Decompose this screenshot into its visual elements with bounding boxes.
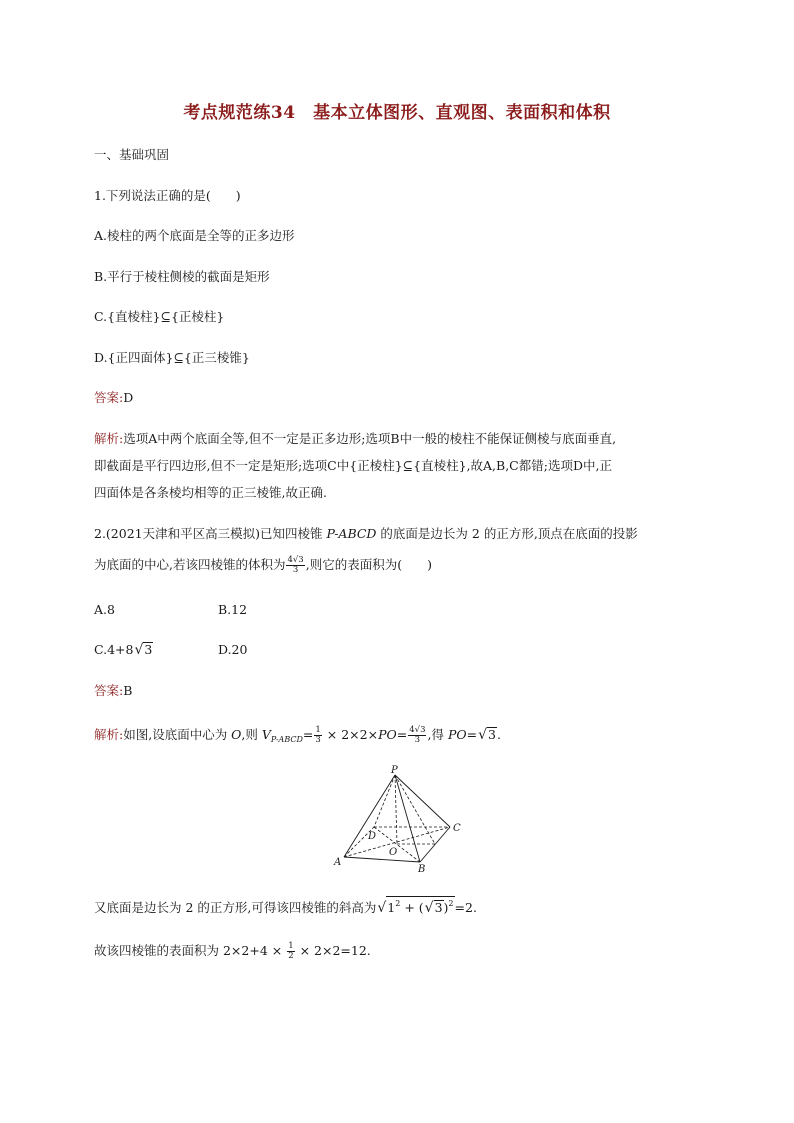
edge-pd-hidden <box>374 775 395 827</box>
radicand-term: ) <box>443 900 449 915</box>
exponent: 2 <box>395 899 401 908</box>
answer-value: D <box>123 390 134 405</box>
exponent: 2 <box>448 899 454 908</box>
analysis-text: ,则 <box>241 727 262 742</box>
equals: = <box>396 727 408 742</box>
edge-pb <box>395 775 420 862</box>
analysis-text: 故该四棱锥的表面积为 2×2+4 × <box>94 943 287 958</box>
q2-options-row-1 <box>94 601 394 619</box>
q1-analysis-line-3: 四面体是各条棱均相等的正三棱锥,故正确. <box>94 485 327 500</box>
analysis-label: 解析: <box>94 431 124 446</box>
equals: = <box>302 727 314 742</box>
q2-option-a: A.8 <box>94 602 115 617</box>
label-o: O <box>389 847 398 858</box>
answer-label: 答案: <box>94 390 124 405</box>
q2-stem-text: 为底面的中心,若该四棱锥的体积为 <box>94 557 286 572</box>
volume-symbol: V <box>261 727 271 742</box>
analysis-text: × 2×2× <box>322 727 379 742</box>
answer-value: B <box>123 683 133 698</box>
one-third-fraction <box>314 726 321 745</box>
section-heading: 一、基础巩固 <box>94 147 170 162</box>
period: . <box>496 727 501 742</box>
fraction-numerator: 4√3 <box>287 555 304 565</box>
q2-stem-line-1 <box>94 525 638 543</box>
fraction-numerator: 1 <box>315 725 321 735</box>
radicand: 3 <box>144 642 153 657</box>
analysis-text: 选项A中两个底面全等,但不一定是正多边形;选项B中一般的棱柱不能保证侧棱与底面垂直, <box>123 431 617 446</box>
q2-analysis-line-2 <box>94 896 477 917</box>
q2-stem-text: 2.(2021天津和平区高三模拟)已知四棱锥 <box>94 526 327 541</box>
analysis-text: 又底面是边长为 2 的正方形,可得该四棱锥的斜高为 <box>94 900 377 915</box>
q2-answer <box>94 682 132 700</box>
label-d: D <box>368 831 377 842</box>
analysis-text: =2. <box>454 900 477 915</box>
q1-option-c: C.{直棱柱}⊆{正棱柱} <box>94 309 225 324</box>
fraction-denominator: 3 <box>292 565 299 575</box>
label-p: P <box>391 765 398 776</box>
label-c: C <box>453 823 461 834</box>
label-b: B <box>418 864 426 875</box>
edge-bc <box>420 827 450 862</box>
q1-analysis-line-2: 即截面是平行四边形,但不一定是矩形;选项C中{正棱柱}⊆{直棱柱},故A,B,C都错;选项D中,正 <box>94 458 612 473</box>
radical-sign: √ <box>478 727 488 743</box>
radicand <box>386 896 454 915</box>
q2-stem-line-2 <box>94 556 432 575</box>
volume-fraction <box>286 556 304 575</box>
label-a: A <box>334 857 342 868</box>
page-title: 考点规范练34 基本立体图形、直观图、表面积和体积 <box>183 103 611 123</box>
analysis-text: 如图,设底面中心为 <box>123 727 232 742</box>
pyramid-figure <box>330 765 470 875</box>
analysis-text: × 2×2=12. <box>295 943 371 958</box>
q2-stem-text: 的底面是边长为 2 的正方形,顶点在底面的投影 <box>376 526 638 541</box>
volume-fraction <box>408 726 426 745</box>
analysis-label: 解析: <box>94 727 124 742</box>
po-segment: PO <box>378 727 397 742</box>
q2-option-d: D.20 <box>218 642 248 657</box>
q1-analysis-line-1 <box>94 430 616 448</box>
q2-analysis-line-1 <box>94 726 501 749</box>
volume-subscript: P-ABCD <box>270 735 303 744</box>
q1-answer <box>94 389 133 407</box>
q1-stem: 1.下列说法正确的是( ) <box>94 188 241 203</box>
q1-option-a: A.棱柱的两个底面是全等的正多边形 <box>94 228 295 243</box>
radical-sign: √ <box>134 642 144 658</box>
height-po <box>395 775 397 844</box>
po-segment: PO <box>447 727 467 742</box>
fraction-numerator: 1 <box>288 941 294 951</box>
edge-ab <box>344 857 420 862</box>
one-half-fraction <box>287 942 294 961</box>
q2-analysis-line-3 <box>94 942 371 961</box>
center-o: O <box>231 727 242 742</box>
q1-option-b: B.平行于棱柱侧棱的截面是矩形 <box>94 269 270 284</box>
fraction-numerator: 4√3 <box>409 725 426 735</box>
radical-sign: √ <box>424 900 434 916</box>
analysis-text: ,得 <box>427 727 448 742</box>
q1-option-d: D.{正四面体}⊆{正三棱锥} <box>94 350 250 365</box>
fraction-denominator: 2 <box>288 951 294 961</box>
answer-label: 答案: <box>94 683 124 698</box>
radicand: 3 <box>488 727 496 742</box>
radicand-term: 1 <box>387 900 396 915</box>
fraction-denominator: 3 <box>414 735 421 745</box>
radical-sign: √ <box>377 900 387 916</box>
pyramid-name: P-ABCD <box>326 526 377 541</box>
radicand-term: + ( <box>400 900 424 915</box>
q2-options-row-2 <box>94 641 394 659</box>
radicand: 3 <box>434 900 443 915</box>
q2-option-c: C.4+8 <box>94 642 134 657</box>
q2-option-b: B.12 <box>218 602 248 617</box>
q2-stem-text: ,则它的表面积为( ) <box>305 557 432 572</box>
edge-pc <box>395 775 450 827</box>
slant-height <box>395 775 435 844</box>
fraction-denominator: 3 <box>315 735 321 745</box>
equals: = <box>466 727 478 742</box>
